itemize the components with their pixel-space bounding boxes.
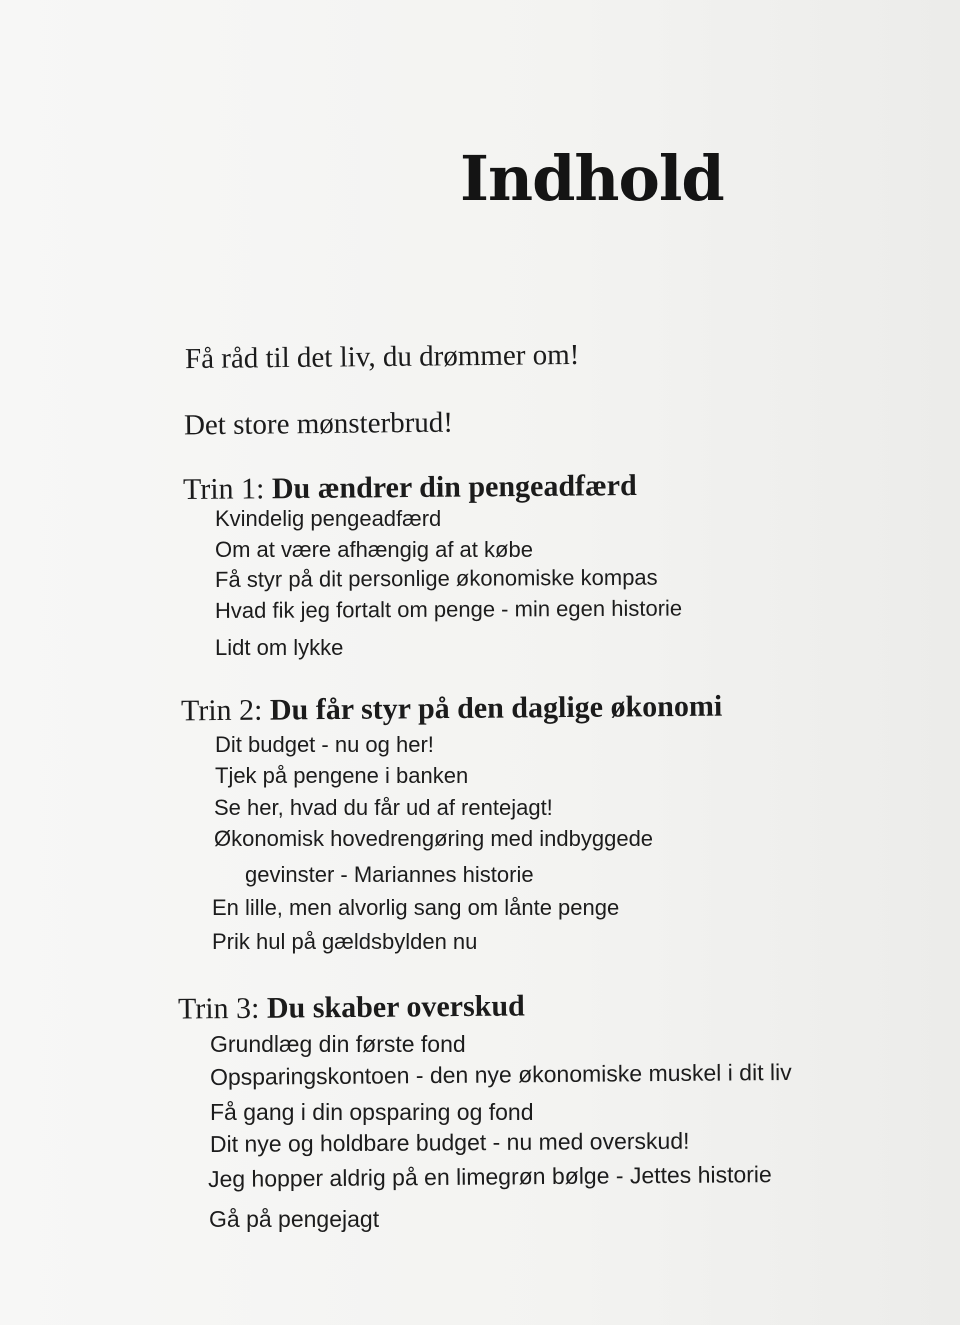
- section-1-item-5: Lidt om lykke: [215, 635, 344, 660]
- intro-line-1: Få råd til det liv, du drømmer om!: [184, 338, 580, 376]
- section-2-item-1: Dit budget - nu og her!: [215, 732, 434, 757]
- section-2-item-4: Økonomisk hovedrengøring med indbyggede: [214, 826, 654, 851]
- section-3-item-4: Dit nye og holdbare budget - nu med overskud!: [209, 1127, 690, 1157]
- section-3-name: Du skaber overskud: [266, 989, 525, 1025]
- section-2-item-4-continued: gevinster - Mariannes historie: [245, 862, 534, 887]
- section-3-number: Trin 3:: [177, 991, 260, 1026]
- section-2-heading: [180, 689, 723, 728]
- section-3-item-3: Få gang i din opsparing og fond: [210, 1099, 534, 1125]
- section-3-heading: [178, 991, 525, 1024]
- section-3-item-6: Gå på pengejagt: [209, 1206, 380, 1232]
- section-3-item-5: Jeg hopper aldrig på en limegrøn bølge - Jettes historie: [207, 1161, 772, 1192]
- section-2-name: Du får styr på den daglige økonomi: [269, 689, 723, 727]
- section-2-item-5: En lille, men alvorlig sang om lånte penge: [212, 895, 620, 920]
- section-2-number: Trin 2:: [180, 693, 263, 728]
- section-1-item-4: Hvad fik jeg fortalt om penge - min egen historie: [214, 595, 683, 623]
- section-2-item-2: Tjek på pengene i banken: [215, 763, 469, 788]
- section-1-item-2: Om at være afhængig af at købe: [215, 537, 533, 562]
- intro-line-2: Det store mønsterbrud!: [183, 406, 454, 442]
- page-title: Indhold: [460, 142, 724, 215]
- section-1-item-3: Få styr på dit personlige økonomiske kompas: [214, 564, 658, 592]
- section-1-name: Du ændrer din pengeadfærd: [271, 469, 637, 506]
- section-3-item-2: Opsparingskontoen - den nye økonomiske muskel i dit liv: [209, 1058, 792, 1090]
- section-2-item-6: Prik hul på gældsbylden nu: [212, 929, 478, 954]
- section-2-item-3: Se her, hvad du får ud af rentejagt!: [214, 795, 553, 820]
- section-1-item-1: Kvindelig pengeadfærd: [215, 506, 442, 531]
- section-3-item-1: Grundlæg din første fond: [210, 1031, 466, 1057]
- section-1-heading: [183, 471, 637, 505]
- section-1-number: Trin 1:: [182, 472, 265, 506]
